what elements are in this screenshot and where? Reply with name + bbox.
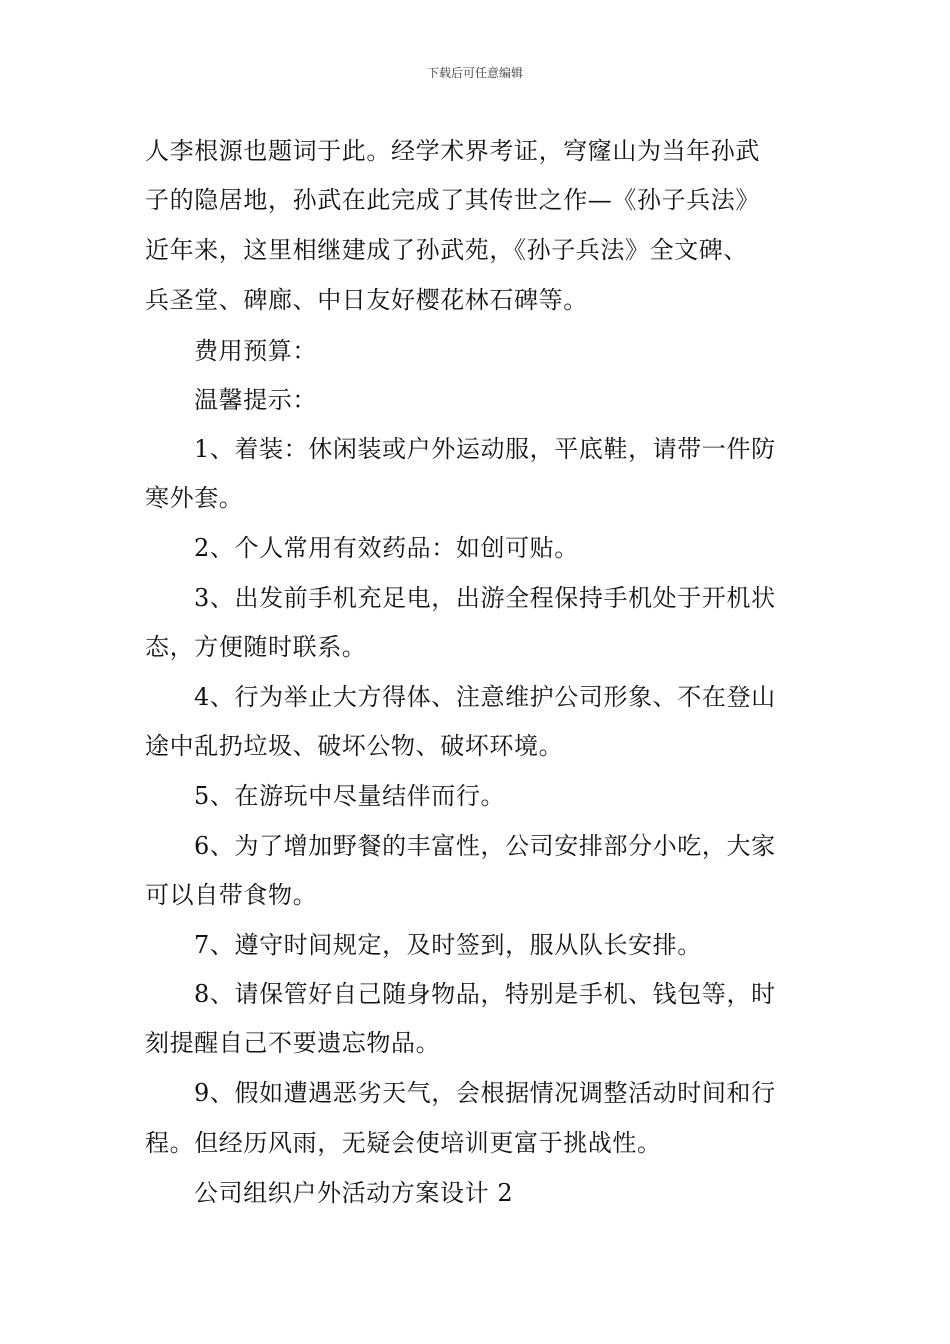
text-line: 5、在游玩中尽量结伴而行。 (194, 782, 506, 810)
text-line: 程。但经历风雨，无疑会使培训更富于挑战性。 (145, 1129, 662, 1157)
text-line: 刻提醒自己不要遗忘物品。 (145, 1029, 441, 1057)
text-line: 可以自带食物。 (145, 881, 318, 909)
text-line: 子的隐居地，孙武在此完成了其传世之作—《孙子兵法》 (145, 186, 760, 214)
text-line: 7、遵守时间规定，及时签到，服从队长安排。 (194, 931, 702, 959)
page-header: 下载后可任意编辑 (426, 66, 523, 80)
text-line: 1、着装：休闲装或户外运动服，平底鞋，请带一件防 (194, 435, 776, 463)
text-line: 兵圣堂、碑廊、中日友好樱花林石碑等。 (145, 286, 588, 314)
text-line: 近年来，这里相继建成了孙武苑，《孙子兵法》全文碑、 (145, 236, 748, 264)
text-line: 3、出发前手机充足电，出游全程保持手机处于开机状 (194, 584, 776, 612)
text-line: 6、为了增加野餐的丰富性，公司安排部分小吃，大家 (194, 832, 776, 860)
text-line: 温馨提示： (194, 386, 317, 414)
text-line: 2、个人常用有效药品：如创可贴。 (194, 534, 579, 562)
text-line: 9、假如遭遇恶劣天气，会根据情况调整活动时间和行 (194, 1079, 776, 1107)
text-line: 8、请保管好自己随身物品，特别是手机、钱包等，时 (194, 980, 776, 1008)
text-line: 态，方便随时联系。 (145, 633, 367, 661)
section-heading: 公司组织户外活动方案设计 2 (194, 1179, 514, 1207)
text-line: 4、行为举止大方得体、注意维护公司形象、不在登山 (194, 683, 776, 711)
text-line: 人李根源也题词于此。经学术界考证，穹窿山为当年孙武 (145, 137, 760, 165)
text-line: 寒外套。 (145, 484, 244, 512)
text-line: 途中乱扔垃圾、破坏公物、破坏环境。 (145, 732, 564, 760)
text-line: 费用预算： (194, 337, 317, 365)
